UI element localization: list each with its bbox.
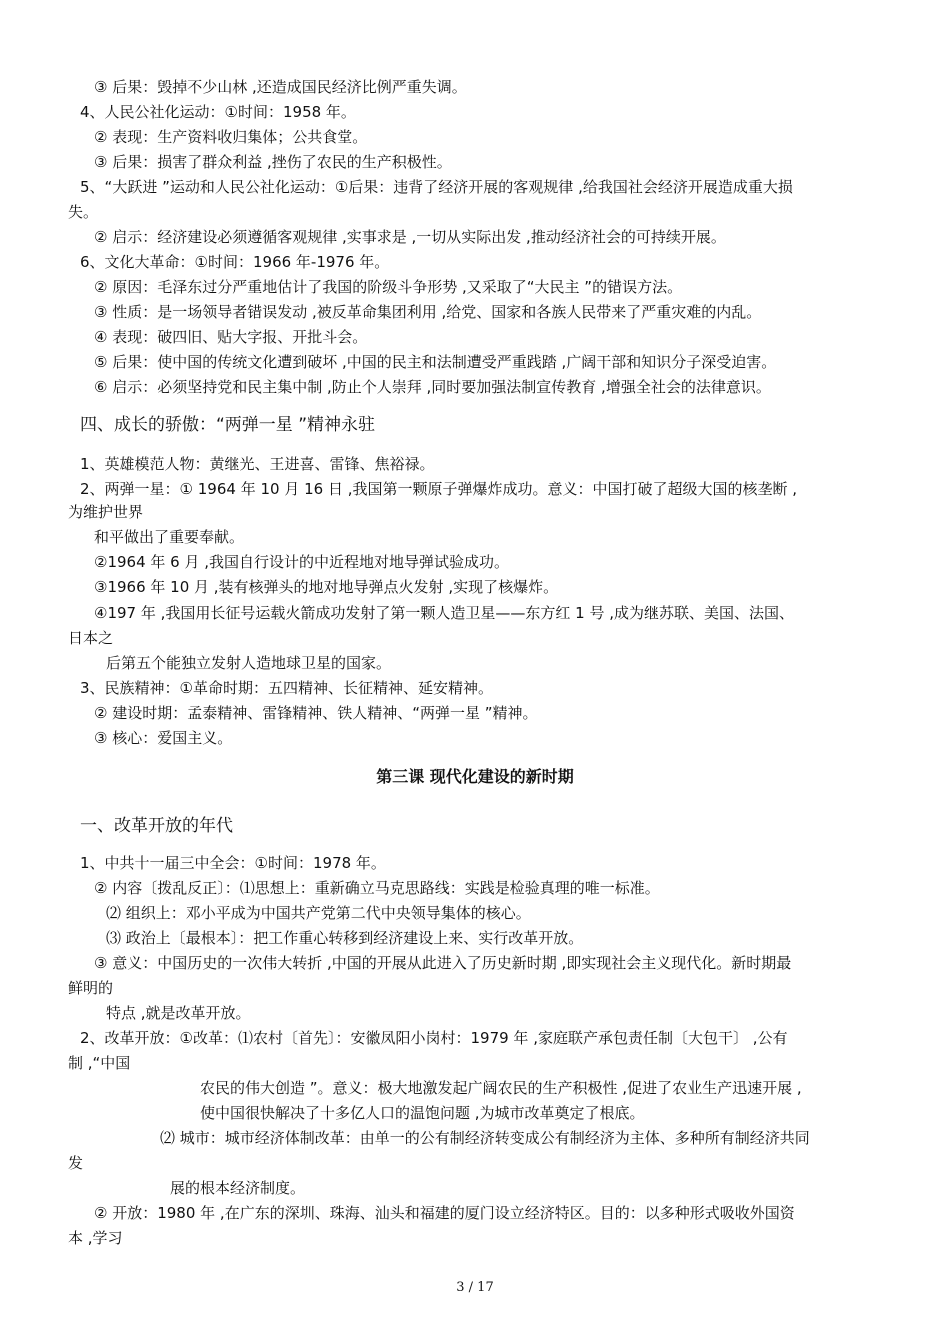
text-line: 发: [68, 1154, 84, 1172]
text-line: 鲜明的: [68, 979, 114, 997]
text-line: 使中国很快解决了十多亿人口的温饱问题 ,为城市改革奠定了根底。: [200, 1104, 645, 1122]
text-line: 特点 ,就是改革开放。: [106, 1004, 251, 1022]
text-line: 制 ,“中国: [68, 1054, 131, 1072]
section-heading: 一、改革开放的年代: [80, 816, 233, 836]
lesson-title: 第三课 现代化建设的新时期: [376, 767, 574, 786]
text-line: 农民的伟大创造 ”。意义：极大地激发起广阔农民的生产积极性 ,促进了农业生产迅速开展 ,: [200, 1079, 802, 1097]
text-line: ⑵ 城市：城市经济体制改革：由单一的公有制经济转变成公有制经济为主体、多种所有制经济共同: [160, 1129, 810, 1147]
text-line: ③ 后果：毁掉不少山林 ,还造成国民经济比例严重失调。: [94, 78, 467, 96]
text-line: ③ 后果：损害了群众利益 ,挫伤了农民的生产积极性。: [94, 153, 452, 171]
text-line: ⑤ 后果：使中国的传统文化遭到破坏 ,中国的民主和法制遭受严重践踏 ,广阔干部和知识分子深受迫害。: [94, 353, 777, 371]
text-line: 后第五个能独立发射人造地球卫星的国家。: [106, 654, 392, 672]
text-line: 2、改革开放：①改革：⑴农村〔首先〕：安徽凤阳小岗村：1979 年 ,家庭联产承包责任制〔大包干〕 ,公有: [80, 1029, 788, 1047]
text-line: 失。: [68, 203, 99, 221]
text-line: ② 开放：1980 年 ,在广东的深圳、珠海、汕头和福建的厦门设立经济特区。目的：以多种形式吸收外国资: [94, 1204, 795, 1222]
text-line: 1、中共十一届三中全会：①时间：1978 年。: [80, 854, 386, 872]
text-line: ④197 年 ,我国用长征号运载火箭成功发射了第一颗人造卫星——东方红 1 号 ,成为继苏联、美国、法国、: [94, 604, 795, 622]
text-line: 本 ,学习: [68, 1229, 123, 1247]
text-line: ② 原因：毛泽东过分严重地估计了我国的阶级斗争形势 ,又采取了“大民主 ”的错误方法。: [94, 278, 683, 296]
text-line: ② 表现：生产资料收归集体；公共食堂。: [94, 128, 368, 146]
text-line: ② 建设时期：孟泰精神、雷锋精神、铁人精神、“两弹一星 ”精神。: [94, 704, 538, 722]
text-line: ④ 表现：破四旧、贴大字报、开批斗会。: [94, 328, 368, 346]
text-line: ②1964 年 6 月 ,我国自行设计的中近程地对地导弹试验成功。: [94, 553, 510, 571]
text-line: 展的根本经济制度。: [170, 1179, 306, 1197]
text-line: ② 启示：经济建设必须遵循客观规律 ,实事求是 ,一切从实际出发 ,推动经济社会的可持续开展。: [94, 228, 726, 246]
page-number: 3 / 17: [456, 1280, 494, 1295]
text-line: ③ 性质：是一场领导者错误发动 ,被反革命集团利用 ,给党、国家和各族人民带来了严重灾难的内乱。: [94, 303, 762, 321]
text-line: 5、“大跃进 ”运动和人民公社化运动：①后果：违背了经济开展的客观规律 ,给我国社会经济开展造成重大损: [80, 178, 793, 196]
text-line: 3、民族精神：①革命时期：五四精神、长征精神、延安精神。: [80, 679, 493, 697]
text-line: 4、人民公社化运动：①时间：1958 年。: [80, 103, 356, 121]
section-heading: 四、成长的骄傲：“两弹一星 ”精神永驻: [80, 415, 376, 435]
text-line: ⑶ 政治上〔最根本〕：把工作重心转移到经济建设上来、实行改革开放。: [106, 929, 584, 947]
text-line: ③ 核心：爱国主义。: [94, 729, 233, 747]
text-line: ② 内容〔拨乱反正〕：⑴思想上：重新确立马克思路线：实践是检验真理的唯一标准。: [94, 879, 660, 897]
text-line: ③ 意义：中国历史的一次伟大转折 ,中国的开展从此进入了历史新时期 ,即实现社会主义现代化。新时期最: [94, 954, 792, 972]
text-line: 6、文化大革命：①时间：1966 年-1976 年。: [80, 253, 390, 271]
text-line: 为维护世界: [68, 503, 144, 521]
text-line: 和平做出了重要奉献。: [94, 528, 245, 546]
text-line: 2、两弹一星：① 1964 年 10 月 16 日 ,我国第一颗原子弹爆炸成功。意义：中国打破了超级大国的核垄断 ,: [80, 480, 798, 498]
text-line: ③1966 年 10 月 ,装有核弹头的地对地导弹点火发射 ,实现了核爆炸。: [94, 578, 559, 596]
text-line: ⑵ 组织上：邓小平成为中国共产党第二代中央领导集体的核心。: [106, 904, 531, 922]
text-line: 1、英雄模范人物：黄继光、王进喜、雷锋、焦裕禄。: [80, 455, 435, 473]
text-line: ⑥ 启示：必须坚持党和民主集中制 ,防止个人崇拜 ,同时要加强法制宣传教育 ,增强全社会的法律意识。: [94, 378, 771, 396]
text-line: 日本之: [68, 629, 114, 647]
